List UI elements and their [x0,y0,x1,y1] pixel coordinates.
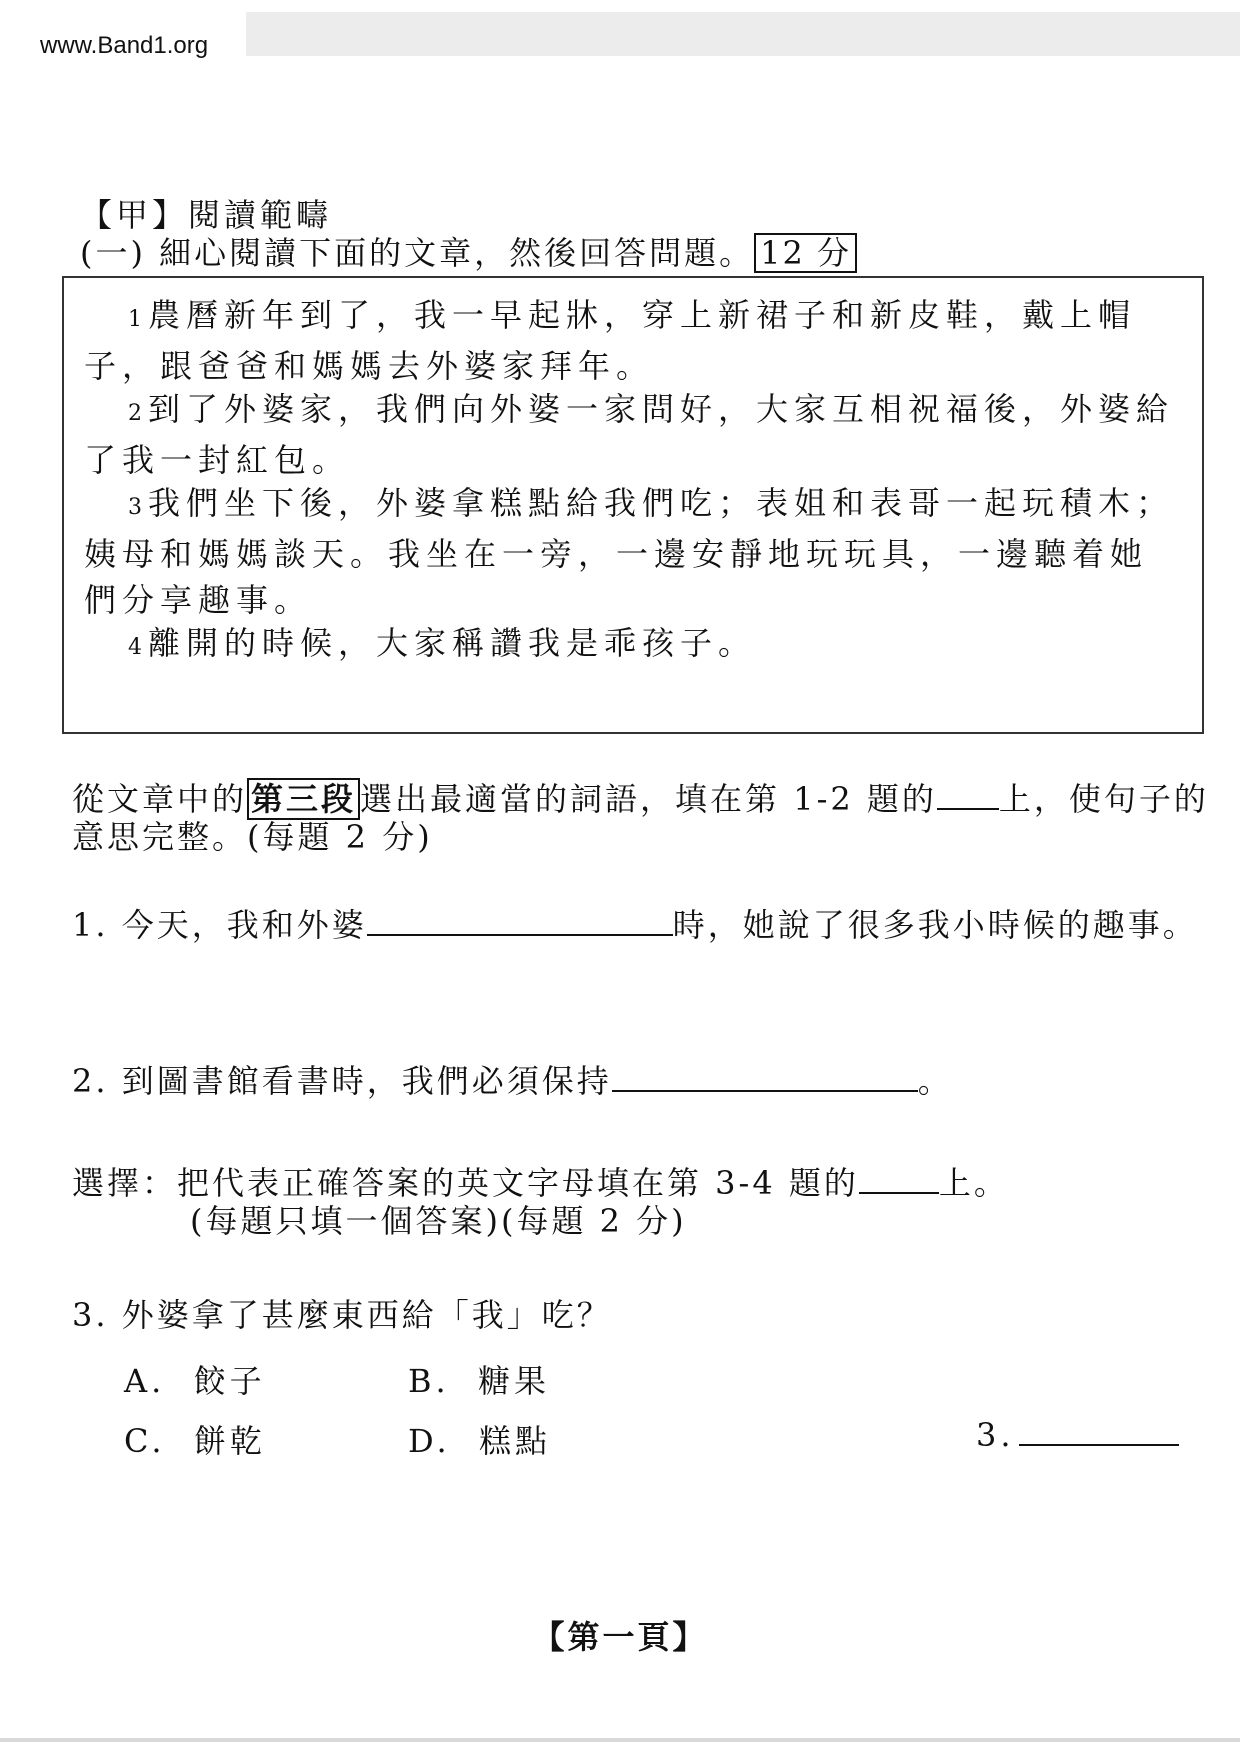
site-url[interactable]: www.Band1.org [40,32,209,59]
question-3: 3. 外婆拿了甚麼東西給「我」吃？ [72,1296,612,1334]
question-number: 2. [72,1062,109,1100]
option-text: 餃子 [193,1362,266,1400]
option-label: C. [124,1422,166,1460]
answer-label: 3. [976,1416,1015,1454]
score-box: 12 分 [754,233,857,273]
option-d[interactable] [408,1416,551,1462]
question-2-pre: 到圖書館看書時，我們必須保持 [121,1062,612,1100]
passage-paragraph-2 [84,386,1184,483]
section-instruction [80,228,857,274]
page-footer: 【第一頁】 [532,1618,708,1656]
question-1-post: 時，她說了很多我小時候的趣事。 [672,906,1198,944]
blank-line [859,1164,939,1194]
question-1-pre: 今天，我和外婆 [121,906,367,944]
answer-blank-1[interactable] [367,904,673,936]
paragraph-text: 農曆新年到了，我一早起牀，穿上新裙子和新皮鞋，戴上帽子，跟爸爸和媽媽去外婆家拜年。 [84,296,1137,385]
question-2-post: 。 [917,1062,953,1100]
option-b[interactable] [408,1356,550,1402]
passage-paragraph-3 [84,480,1184,623]
answer-blank-2[interactable] [612,1060,918,1092]
instruction-text: (一) 細心閱讀下面的文章，然後回答問題。 [80,234,755,272]
answer-slot-3 [976,1416,1179,1454]
choice-instruction-post: 上。 [938,1164,1009,1202]
choice-instruction-note: (每題只填一個答案)(每題 2 分) [190,1202,687,1240]
paragraph-text: 離開的時候，大家稱讚我是乖孩子。 [148,624,757,662]
paragraph-number: 1 [128,307,142,332]
answer-blank-3[interactable] [1019,1416,1179,1446]
choice-instruction-pre: 選擇：把代表正確答案的英文字母填在第 3-4 題的 [72,1164,859,1202]
option-label: B. [408,1362,450,1400]
boxed-paragraph-label: 第三段 [247,778,360,820]
paragraph-number: 4 [128,635,142,660]
passage-box [62,276,1204,734]
option-label: A. [124,1362,166,1400]
paragraph-number: 2 [128,401,142,426]
question-1 [72,904,1232,944]
option-a[interactable] [124,1356,266,1402]
option-text: 糕點 [479,1422,552,1460]
fill-instruction [72,780,1232,856]
question-number: 1. [72,906,109,944]
paragraph-text: 我們坐下後，外婆拿糕點給我們吃；表姐和表哥一起玩積木；姨母和媽媽談天。我坐在一旁，一邊安靜地玩玩具，一邊聽着她們分享趣事。 [84,484,1175,619]
question-2 [72,1060,1232,1100]
bottom-rule [0,1738,1240,1742]
fill-instruction-pre: 從文章中的 [72,780,248,818]
option-text: 糖果 [478,1362,551,1400]
paragraph-text: 到了外婆家，我們向外婆一家問好，大家互相祝福後，外婆給了我一封紅包。 [84,390,1175,479]
paragraph-number: 3 [128,495,142,520]
option-c[interactable] [124,1416,266,1462]
option-label: D. [408,1422,451,1460]
fill-instruction-mid: 選出最適當的詞語，填在第 1-2 題的 [360,780,937,818]
section-title: 【甲】閱讀範疇 [80,196,333,234]
choice-instruction [72,1164,1232,1202]
passage-paragraph-4 [84,620,1184,671]
passage-paragraph-1 [84,292,1184,389]
fill-instruction-post: 上，使句子的意思完整。(每題 2 分) [72,780,1209,856]
blank-line [937,780,999,810]
option-text: 餅乾 [193,1422,266,1460]
